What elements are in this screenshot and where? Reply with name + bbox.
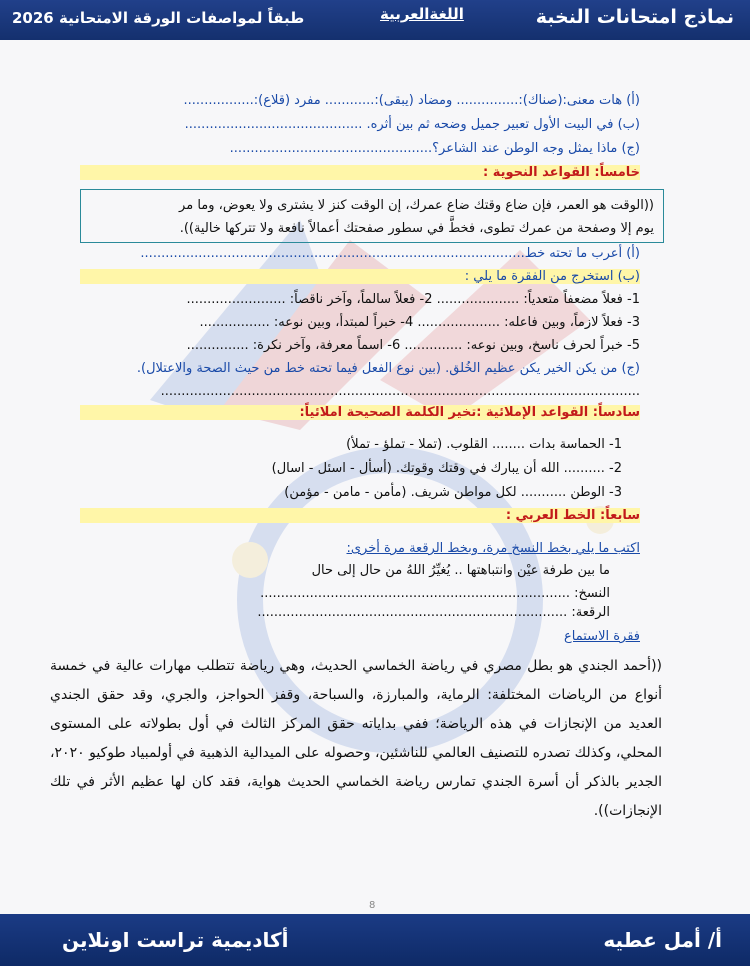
extract-item: 1- فعلاً مضعفاً متعدياً: .................... 2- فعلاً سالماً، وآخر ناقصاً: ........................	[186, 292, 640, 307]
spelling-item: 2- .......... الله أن يبارك في وقتك وقوتك. (أسأل - اسئل - اسال)	[271, 461, 622, 476]
question-parse: (أ) أعرب ما تحته خط.............................................................................................	[140, 246, 640, 261]
footer-academy: أكاديمية تراست اونلاين	[62, 928, 289, 952]
spelling-item: 1- الحماسة بدات ........ القلوب. (تملا - تملؤ - تملأ)	[346, 437, 622, 452]
extract-item: 5- خبراً لحرف ناسخ، وبين نوعه: .............. 6- اسماً معرفة، وآخر نكرة: ...............	[186, 338, 640, 353]
ruqaa-answer-line: الرقعة: ...........................................................................	[257, 605, 610, 620]
page-number: 8	[369, 900, 376, 911]
extract-item: 3- فعلاً لازماً، وبين فاعله: .................... 4- خبراً لمبتدأ، وبين نوعه: .................	[199, 315, 640, 330]
listening-paragraph: ((أحمد الجندي هو بطل مصري في رياضة الخماسي الحديث، وهي رياضة تتطلب مهارات عالية في خمسة أنواع من الرياضات المختلفة: الرماية، والمبارزة، والسباحة، وقفز الحواجز، والجري، وقد حقق الجندي العديد من الإنجازات في هذه الرياضة؛ ففي بداياته حقق المركز الثالث في أول بطولاته على المستوى المحلي، وكذلك تصدره للتصنيف العالمي للناشئين، وحصوله على الميدالية الذهبية في أولمبياد طوكيو ٢٠٢٠، الجدير بالذكر أن أسرة الجندي تمارس رياضة الخماسي الحديث هواية، فقد كان لها عظيم الأثر في تلك الإنجازات)).	[50, 658, 662, 819]
section-heading-spelling: سادساً: القواعد الإملائية :تخير الكلمة الصحيحة املائياً:	[80, 405, 640, 420]
grammar-passage-line: ((الوقت هو العمر، فإن ضاع وقتك ضاع عمرك، إن الوقت كنز لا يشترى ولا يعوض، وما مر	[179, 198, 654, 213]
header-bar	[0, 0, 750, 40]
spelling-item: 3- الوطن ........... لكل مواطن شريف. (مأمن - مامن - مؤمن)	[284, 485, 622, 500]
footer-bar	[0, 914, 750, 966]
naskh-answer-line: النسخ: ...........................................................................	[260, 586, 610, 601]
question-b-expression: (ب) في البيت الأول تعبير جميل وضحه ثم بين أثره. ...........................................	[184, 117, 640, 132]
header-title: نماذج امتحانات النخبة	[535, 6, 734, 28]
calligraphy-instruction: اكتب ما يلي بخط النسخ مرة، وبخط الرقعة مرة أخرى:	[346, 541, 640, 556]
section-heading-grammar: خامساً: القواعد النحوية :	[80, 165, 640, 180]
question-extract: (ب) استخرج من الفقرة ما يلي :	[80, 269, 640, 284]
listening-heading: فقرة الاستماع	[564, 629, 640, 644]
footer-teacher: أ/ أمل عطيه	[603, 928, 722, 952]
header-subject: اللغةالعربية	[380, 5, 464, 23]
header-spec: طبقاً لمواصفات الورقة الامتحانية 2026	[12, 9, 305, 27]
calligraphy-verse: ما بين طرفة عيْن وانتباهتها .. يُغيِّرُ اللهُ من حال إلى حال	[311, 563, 610, 578]
answer-dotted-line: ....................................................................................................................	[160, 384, 640, 399]
section-heading-calligraphy: سابعاً: الخط العربي :	[80, 508, 640, 523]
question-verb-type: (ج) من يكن الخير يكن عظيم الخُلق. (بين نوع الفعل فيما تحته خط من حيث الصحة والاعتلال).	[136, 361, 640, 376]
grammar-passage-line: يوم إلا وصفحة من عمرك تطوى، فخطَّ في سطور صفحتك أعمالاً نافعة ولا تتركها خالية)).	[179, 221, 654, 236]
question-c-homeland: (ج) ماذا يمثل وجه الوطن عند الشاعر؟.................................................	[229, 141, 640, 156]
question-a-meaning: (أ) هات معنى:(صناك):............... ومضاد (يبقى):............ مفرد (قلاع):.................	[183, 93, 640, 108]
